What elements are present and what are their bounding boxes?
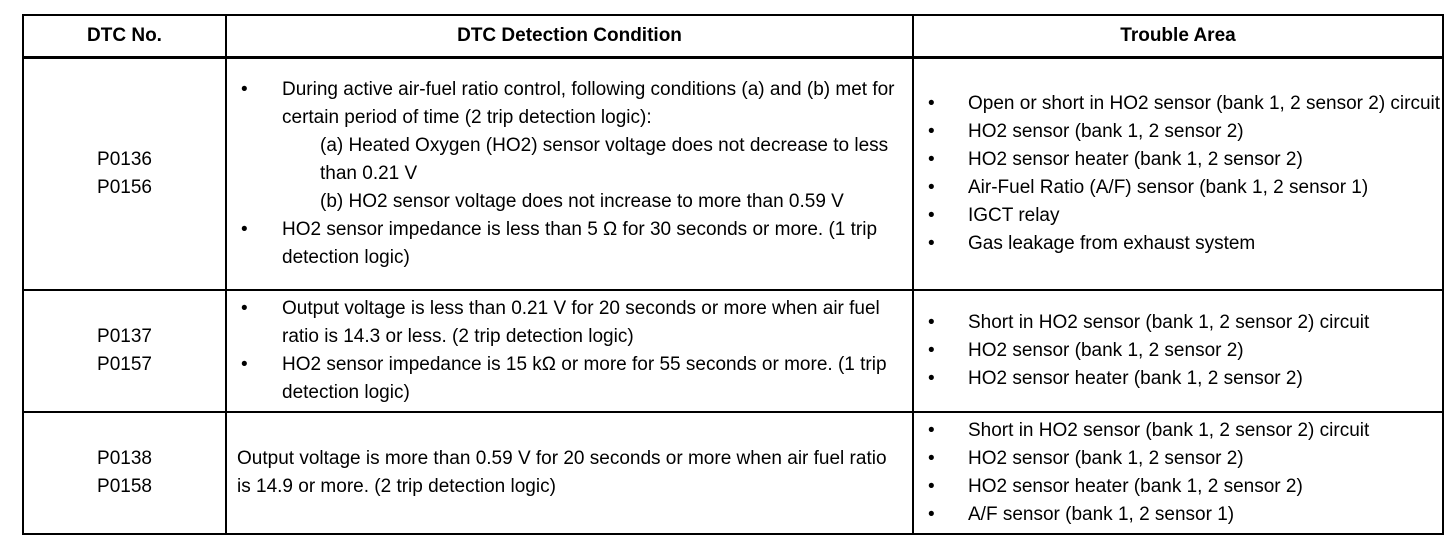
trouble-item <box>922 90 1442 118</box>
trouble-item <box>922 417 1442 445</box>
trouble-item <box>922 146 1442 174</box>
trouble-area-cell <box>913 290 1443 412</box>
bullet-icon: • <box>928 233 935 254</box>
dtc-code: P0136 <box>97 149 152 170</box>
dtc-table <box>22 14 1444 535</box>
bullet-icon: • <box>241 354 248 375</box>
trouble-item <box>922 309 1442 337</box>
table-row <box>23 290 1443 412</box>
dtc-code: P0137 <box>97 326 152 347</box>
table-row <box>23 412 1443 534</box>
header-dtc-no: DTC No. <box>23 15 226 58</box>
bullet-icon: • <box>241 219 248 240</box>
dtc-code: P0158 <box>97 476 152 497</box>
trouble-text: Air-Fuel Ratio (A/F) sensor (bank 1, 2 sensor 1) <box>968 177 1369 198</box>
condition-item <box>237 351 902 407</box>
trouble-text: HO2 sensor (bank 1, 2 sensor 2) <box>968 448 1244 469</box>
bullet-icon: • <box>928 149 935 170</box>
trouble-text: Short in HO2 sensor (bank 1, 2 sensor 2) circuit <box>968 312 1370 333</box>
trouble-text: HO2 sensor (bank 1, 2 sensor 2) <box>968 121 1244 142</box>
dtc-code: P0156 <box>97 177 152 198</box>
bullet-icon: • <box>928 177 935 198</box>
trouble-item <box>922 501 1442 529</box>
bullet-icon: • <box>928 93 935 114</box>
dtc-code: P0138 <box>97 448 152 469</box>
header-detection-condition: DTC Detection Condition <box>226 15 913 58</box>
bullet-icon: • <box>928 121 935 142</box>
bullet-icon: • <box>928 420 935 441</box>
trouble-text: HO2 sensor heater (bank 1, 2 sensor 2) <box>968 476 1303 497</box>
table-row <box>23 58 1443 291</box>
condition-item <box>237 216 902 272</box>
condition-text: During active air-fuel ratio control, following conditions (a) and (b) met for certain period of time (2 trip detection logic): <box>282 79 895 128</box>
trouble-item <box>922 445 1442 473</box>
trouble-text: HO2 sensor heater (bank 1, 2 sensor 2) <box>968 368 1303 389</box>
bullet-icon: • <box>241 298 248 319</box>
bullet-icon: • <box>928 368 935 389</box>
trouble-text: IGCT relay <box>968 205 1060 226</box>
dtc-codes-cell <box>23 412 226 534</box>
condition-text: HO2 sensor impedance is 15 kΩ or more for 55 seconds or more. (1 trip detection logic) <box>282 354 887 403</box>
bullet-icon: • <box>928 205 935 226</box>
trouble-text: HO2 sensor heater (bank 1, 2 sensor 2) <box>968 149 1303 170</box>
bullet-icon: • <box>928 312 935 333</box>
trouble-text: Open or short in HO2 sensor (bank 1, 2 sensor 2) circuit <box>968 93 1441 114</box>
trouble-text: Short in HO2 sensor (bank 1, 2 sensor 2) circuit <box>968 420 1370 441</box>
bullet-icon: • <box>241 79 248 100</box>
header-row <box>23 15 1443 58</box>
detection-condition-cell <box>226 290 913 412</box>
trouble-area-cell <box>913 412 1443 534</box>
bullet-icon: • <box>928 476 935 497</box>
trouble-area-cell <box>913 58 1443 291</box>
trouble-item <box>922 202 1442 230</box>
trouble-item <box>922 118 1442 146</box>
trouble-text: Gas leakage from exhaust system <box>968 233 1256 254</box>
dtc-code: P0157 <box>97 354 152 375</box>
condition-item <box>237 76 902 216</box>
trouble-item <box>922 230 1442 258</box>
trouble-item <box>922 174 1442 202</box>
dtc-codes-cell <box>23 58 226 291</box>
detection-condition-cell <box>226 412 913 534</box>
trouble-item <box>922 365 1442 393</box>
trouble-text: A/F sensor (bank 1, 2 sensor 1) <box>968 504 1235 525</box>
header-trouble-area: Trouble Area <box>913 15 1443 58</box>
detection-condition-cell <box>226 58 913 291</box>
condition-text: Output voltage is more than 0.59 V for 20 seconds or more when air fuel ratio is 14.9 or more. (2 trip detection logic) <box>237 448 887 497</box>
trouble-text: HO2 sensor (bank 1, 2 sensor 2) <box>968 340 1244 361</box>
bullet-icon: • <box>928 504 935 525</box>
bullet-icon: • <box>928 448 935 469</box>
condition-text: HO2 sensor impedance is less than 5 Ω for 30 seconds or more. (1 trip detection logic) <box>282 219 878 268</box>
trouble-item <box>922 337 1442 365</box>
sub-condition-a: (a) Heated Oxygen (HO2) sensor voltage does not decrease to less than 0.21 V <box>320 135 889 184</box>
trouble-item <box>922 473 1442 501</box>
bullet-icon: • <box>928 340 935 361</box>
condition-text: Output voltage is less than 0.21 V for 20 seconds or more when air fuel ratio is 14.3 or less. (2 trip detection logic) <box>282 298 880 347</box>
sub-condition-b: (b) HO2 sensor voltage does not increase to more than 0.59 V <box>320 191 844 212</box>
condition-item <box>237 295 902 351</box>
dtc-codes-cell <box>23 290 226 412</box>
